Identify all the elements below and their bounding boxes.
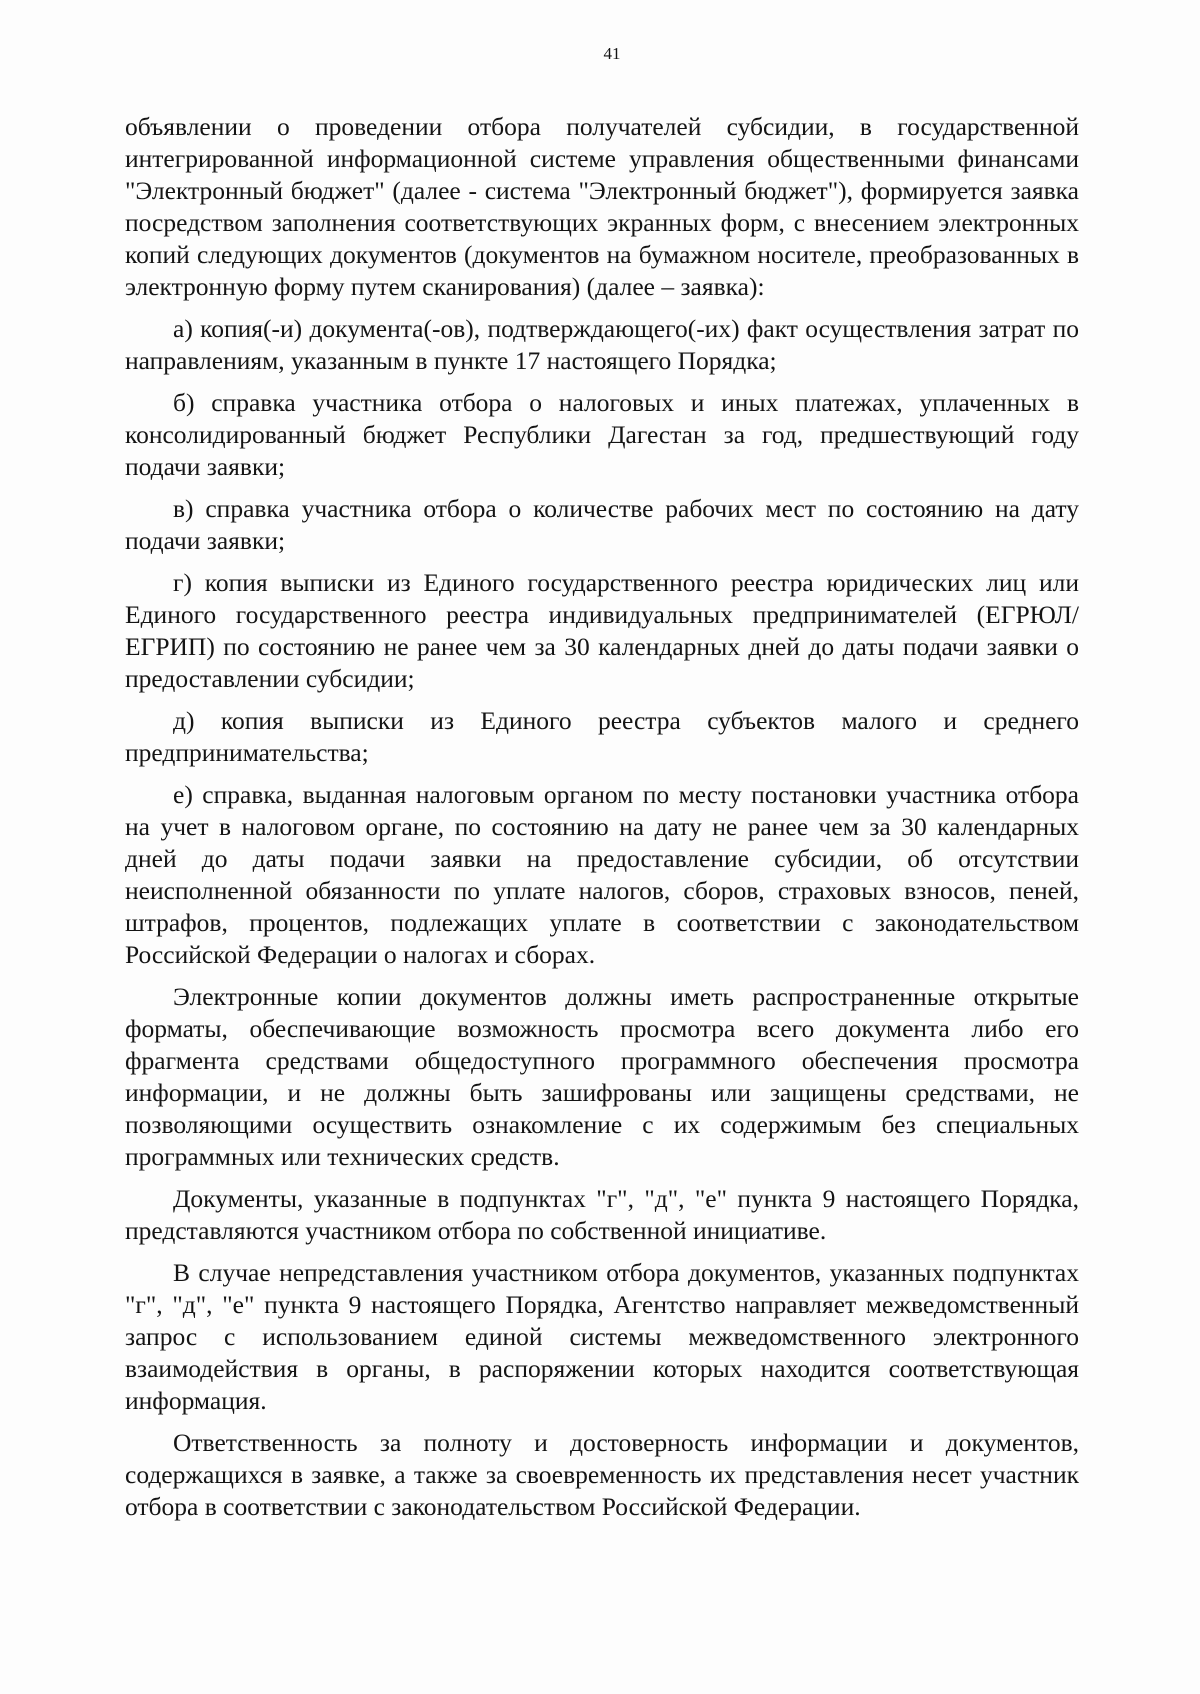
paragraph-intro: объявлении о проведении отбора получателей субсидии, в государственной интегрированной информационной системе управления общественными финансами "Электронный бюджет" (далее - система "Электронный бюджет"), формируется заявка посредством заполнения соответствующих экранных форм, с внесением электронных копий следующих документов (документов на бумажном носителе, преобразованных в электронную форму путем сканирования) (далее – заявка): <box>125 112 1079 301</box>
paragraph-item-g: г) копия выписки из Единого государственного реестра юридических лиц или Единого государственного реестра индивидуальных предпринимателей (ЕГРЮЛ/ЕГРИП) по состоянию не ранее чем за 30 календарных дней до даты подачи заявки о предоставлении субсидии; <box>125 568 1079 693</box>
page-number: 41 <box>603 44 621 63</box>
paragraph-interagency-request: В случае непредставления участником отбора документов, указанных подпунктах "г", "д", "е" пункта 9 настоящего Порядка, Агентство направляет межведомственный запрос с использованием единой системы межведомственного электронного взаимодействия в органы, в распоряжении которых находится соответствующая информация. <box>125 1258 1079 1415</box>
paragraph-item-b: б) справка участника отбора о налоговых и иных платежах, уплаченных в консолидированный бюджет Республики Дагестан за год, предшествующий году подачи заявки; <box>125 388 1079 481</box>
paragraph-item-d: д) копия выписки из Единого реестра субъектов малого и среднего предпринимательства; <box>125 706 1079 767</box>
paragraph-responsibility: Ответственность за полноту и достоверность информации и документов, содержащихся в заявке, а также за своевременность их представления несет участник отбора в соответствии с законодательством Российской Федерации. <box>125 1428 1079 1521</box>
paragraph-item-a: а) копия(-и) документа(-ов), подтверждающего(-их) факт осуществления затрат по направлениям, указанным в пункте 17 настоящего Порядка; <box>125 314 1079 375</box>
paragraph-own-initiative: Документы, указанные в подпунктах "г", "д", "е" пункта 9 настоящего Порядка, представляются участником отбора по собственной инициативе. <box>125 1184 1079 1245</box>
paragraph-electronic-copies: Электронные копии документов должны иметь распространенные открытые форматы, обеспечивающие возможность просмотра всего документа либо его фрагмента средствами общедоступного программного обеспечения просмотра информации, и не должны быть зашифрованы или защищены средствами, не позволяющими осуществить ознакомление с их содержимым без специальных программных или технических средств. <box>125 982 1079 1171</box>
document-body <box>125 111 1079 1533</box>
paragraph-item-e: е) справка, выданная налоговым органом по месту постановки участника отбора на учет в налоговом органе, по состоянию на дату не ранее чем за 30 календарных дней до даты подачи заявки на предоставление субсидии, об отсутствии неисполненной обязанности по уплате налогов, сборов, страховых взносов, пеней, штрафов, процентов, подлежащих уплате в соответствии с законодательством Российской Федерации о налогах и сборах. <box>125 780 1079 969</box>
paragraph-item-v: в) справка участника отбора о количестве рабочих мест по состоянию на дату подачи заявки; <box>125 494 1079 555</box>
